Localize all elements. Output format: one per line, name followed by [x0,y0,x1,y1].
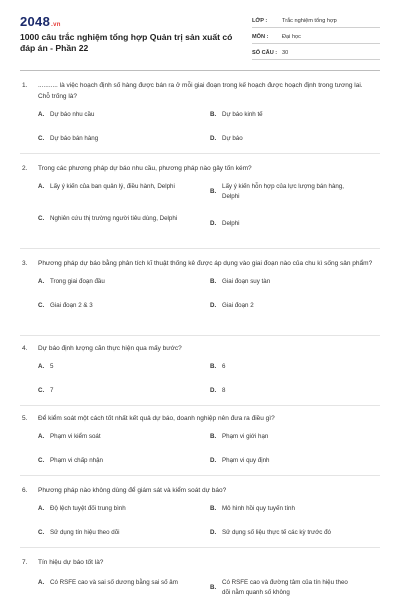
question-3 [22,258,380,313]
option-text: Dự báo kinh tế [222,111,263,118]
option-text: Có RSFE cao và đường tâm của tín hiệu theo dõi nằm quanh số không [222,579,348,596]
option-letter: A. [38,111,45,118]
option-b[interactable] [210,182,357,202]
option-text: 6 [222,363,226,370]
option-b[interactable] [210,277,357,287]
option-text: Phạm vi kiểm soát [50,433,101,440]
document-title: 1000 câu trắc nghiệm tổng hợp Quản trị sản xuất có đáp án - Phần 22 [20,32,233,53]
meta-row-class [252,14,380,28]
option-letter: C. [38,302,45,309]
question-divider [20,405,380,406]
option-a[interactable] [38,110,185,120]
option-text: Lấy ý kiến hỗn hợp của lực lượng bán hàng, Delphi [222,183,345,200]
meta-value: Đại học [282,33,301,40]
question-text: ........... là việc hoạch định số hàng được bán ra ở mỗi giai đoạn trong kế hoạch được hoạch định trong tương lai. Chỗ trống là? [38,82,363,100]
option-b[interactable] [210,578,357,598]
question-divider [20,547,380,548]
question-2 [22,163,380,242]
option-text: Dự báo bán hàng [50,135,99,142]
question-number: 7. [22,559,28,566]
option-d[interactable] [210,456,357,466]
question-number: 5. [22,415,28,422]
question-text: Phương pháp dự báo bằng phân tích kĩ thuật thống kê được áp dụng vào giai đoạn nào của chu kì sống sản phẩm? [38,260,373,267]
option-letter: D. [210,220,217,227]
option-letter: A. [38,183,45,190]
option-letter: B. [210,505,217,512]
question-divider [20,335,380,336]
option-d[interactable] [210,219,357,229]
meta-value: Trắc nghiệm tổng hợp [282,17,337,24]
option-text: Dự báo [222,135,243,142]
option-text: Lấy ý kiến của ban quản lý, điều hành, Delphi [50,183,175,190]
option-letter: D. [210,302,217,309]
question-divider [20,248,380,249]
option-text: Giai đoạn 2 [222,302,254,309]
option-letter: A. [38,579,45,586]
option-c[interactable] [38,301,185,311]
option-letter: C. [38,387,45,394]
meta-label: LỚP : [252,17,268,24]
option-letter: A. [38,363,45,370]
page-header [0,0,400,70]
question-text: Tín hiệu dự báo tốt là? [38,559,104,566]
option-letter: D. [210,529,217,536]
question-divider [20,153,380,154]
option-text: Độ lệch tuyệt đối trung bình [50,505,126,512]
question-4 [22,343,380,398]
question-stem [22,413,380,424]
option-letter: B. [210,433,217,440]
option-letter: B. [210,584,217,591]
question-5 [22,413,380,468]
question-1 [22,80,380,146]
question-stem [22,80,380,102]
meta-label: MÔN : [252,33,269,40]
option-text: Delphi [222,220,240,227]
option-letter: A. [38,278,45,285]
options [38,432,380,468]
logo-suffix: .vn [51,22,61,28]
option-text: 8 [222,387,226,394]
option-letter: D. [210,135,217,142]
option-letter: B. [210,188,217,195]
question-7 [22,557,380,600]
option-d[interactable] [210,386,357,396]
option-a[interactable] [38,504,185,514]
option-a[interactable] [38,182,185,192]
option-c[interactable] [38,528,185,538]
meta-value: 30 [282,49,289,56]
option-d[interactable] [210,528,382,538]
option-text: Mô hình hồi quy tuyến tính [222,505,295,512]
meta-box [252,14,380,62]
question-number: 6. [22,487,28,494]
option-text: Có RSFE cao và sai số dương bằng sai số âm [50,579,178,586]
option-text: Dự báo nhu cầu [50,111,95,118]
option-text: Giai đoạn suy tàn [222,278,271,285]
question-number: 1. [22,82,28,89]
option-a[interactable] [38,578,185,588]
option-text: Giai đoạn 2 & 3 [50,302,93,309]
question-text: Phương pháp nào không dùng để giám sát và kiểm soát dự báo? [38,487,227,494]
options [38,277,380,313]
site-logo[interactable] [20,14,61,29]
meta-row-count [252,46,380,60]
question-stem [22,258,380,269]
option-a[interactable] [38,277,185,287]
option-a[interactable] [38,432,185,442]
option-text: 5 [50,363,54,370]
option-letter: B. [210,278,217,285]
question-stem [22,163,380,174]
option-d[interactable] [210,134,357,144]
option-b[interactable] [210,432,357,442]
option-text: Trong giai đoạn đầu [50,278,105,285]
option-c[interactable] [38,386,185,396]
option-text: Phạm vi chấp nhận [50,457,103,464]
option-text: Sử dụng số liệu thực tế các kỳ trước đó [222,529,332,536]
option-letter: D. [210,387,217,394]
logo-text: 2048 [20,14,51,29]
option-letter: C. [38,135,45,142]
question-text: Trong các phương pháp dự báo nhu cầu, phương pháp nào gây tốn kém? [38,165,252,172]
option-letter: B. [210,111,217,118]
option-d[interactable] [210,301,357,311]
options [38,576,380,600]
question-number: 4. [22,345,28,352]
option-letter: C. [38,215,45,222]
option-c[interactable] [38,214,185,224]
option-text: Nghiên cứu thị trường người tiêu dùng, Delphi [50,215,178,222]
options [38,504,380,540]
header-divider [20,70,380,71]
options [38,110,380,146]
option-text: 7 [50,387,54,394]
question-text: Dự báo định lượng căn thực hiện qua mấy bước? [38,345,182,352]
option-b[interactable] [210,504,357,514]
option-text: Phạm vi giới hạn [222,433,269,440]
option-letter: A. [38,505,45,512]
question-number: 3. [22,260,28,267]
option-letter: D. [210,457,217,464]
option-c[interactable] [38,134,185,144]
option-text: Sử dụng tín hiệu theo dõi [50,529,120,536]
option-b[interactable] [210,362,357,372]
meta-label: SỐ CÂU : [252,49,278,56]
question-text: Để kiểm soát một cách tốt nhất kết quả dự báo, doanh nghiệp nên đưa ra điều gì? [38,415,275,422]
question-stem [22,557,380,568]
option-text: Phạm vi quy định [222,457,270,464]
meta-row-subject [252,30,380,44]
question-number: 2. [22,165,28,172]
question-stem [22,485,380,496]
option-letter: C. [38,457,45,464]
options [38,182,380,242]
option-a[interactable] [38,362,185,372]
question-divider [20,475,380,476]
option-letter: B. [210,363,217,370]
option-c[interactable] [38,456,185,466]
option-b[interactable] [210,110,357,120]
question-stem [22,343,380,354]
question-6 [22,485,380,540]
option-letter: A. [38,433,45,440]
option-letter: C. [38,529,45,536]
options [38,362,380,398]
